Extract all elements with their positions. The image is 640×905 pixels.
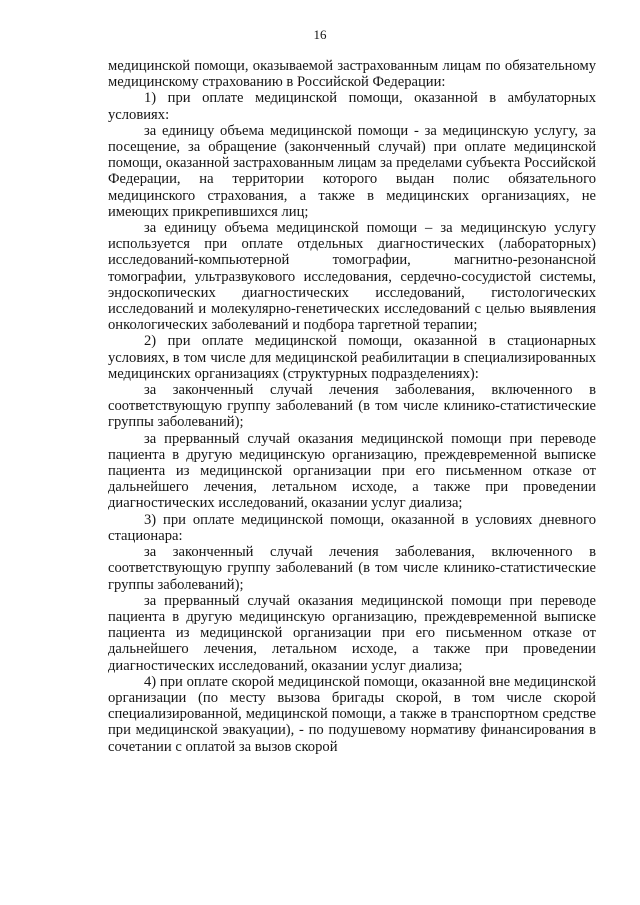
paragraph-item-2-completed-case: за законченный случай лечения заболевания, включенного в соответствующую группу заболеваний (в том числе клинико-статистические группы заболеваний); [108,382,596,431]
paragraph-item-1-service-unit: за единицу объема медицинской помощи - за медицинскую услугу, за посещение, за обращение (законченный случай) при оплате медицинской помощи, оказанной застрахованным лицам за пределами субъекта Российской Федерации, на территории которого выдан полис обязательного медицинского страхования, а также в медицинских организациях, не имеющих прикрепившихся лиц; [108,122,596,220]
page-number: 16 [313,27,327,42]
paragraph-item-3-completed-case: за законченный случай лечения заболевания, включенного в соответствующую группу заболеваний (в том числе клинико-статистические группы заболеваний); [108,544,596,593]
paragraph-item-2: 2) при оплате медицинской помощи, оказанной в стационарных условиях, в том числе для медицинской реабилитации в специализированных медицинских организациях (структурных подразделениях): [108,333,596,382]
paragraph-item-3: 3) при оплате медицинской помощи, оказанной в условиях дневного стационара: [108,511,596,544]
paragraph-item-4: 4) при оплате скорой медицинской помощи, оказанной вне медицинской организации (по месту вызова бригады скорой, в том числе скорой специализированной, медицинской помощи, а также в транспортном средстве при медицинской эвакуации), - по подушевому нормативу финансирования в сочетании с оплатой за вызов скорой [108,673,596,755]
paragraph-item-1-diagnostics: за единицу объема медицинской помощи – за медицинскую услугу используется при оплате отдельных диагностических (лабораторных) исследований-компьютерной томографии, магнитно-резонансной томографии, ультразвукового исследования, сердечно-сосудистой системы, эндоскопических диагностических исследований, гистологических исследований и молекулярно-генетических исследований с целью выявления онкологических заболеваний и подбора таргетной терапии; [108,220,596,334]
paragraph-item-1: 1) при оплате медицинской помощи, оказанной в амбулаторных условиях: [108,90,596,123]
body-text [108,58,596,755]
paragraph-intro: медицинской помощи, оказываемой застрахованным лицам по обязательному медицинскому страхованию в Российской Федерации: [108,58,596,91]
paragraph-item-2-interrupted-case: за прерванный случай оказания медицинской помощи при переводе пациента в другую медицинскую организацию, преждевременной выписке пациента из медицинской организации при его письменном отказе от дальнейшего лечения, летальном исходе, а также при проведении диагностических исследований, оказании услуг диализа; [108,430,596,512]
paragraph-item-3-interrupted-case: за прерванный случай оказания медицинской помощи при переводе пациента в другую медицинскую организацию, преждевременной выписке пациента из медицинской организации при его письменном отказе от дальнейшего лечения, летальном исходе, а также при проведении диагностических исследований, оказании услуг диализа; [108,592,596,674]
